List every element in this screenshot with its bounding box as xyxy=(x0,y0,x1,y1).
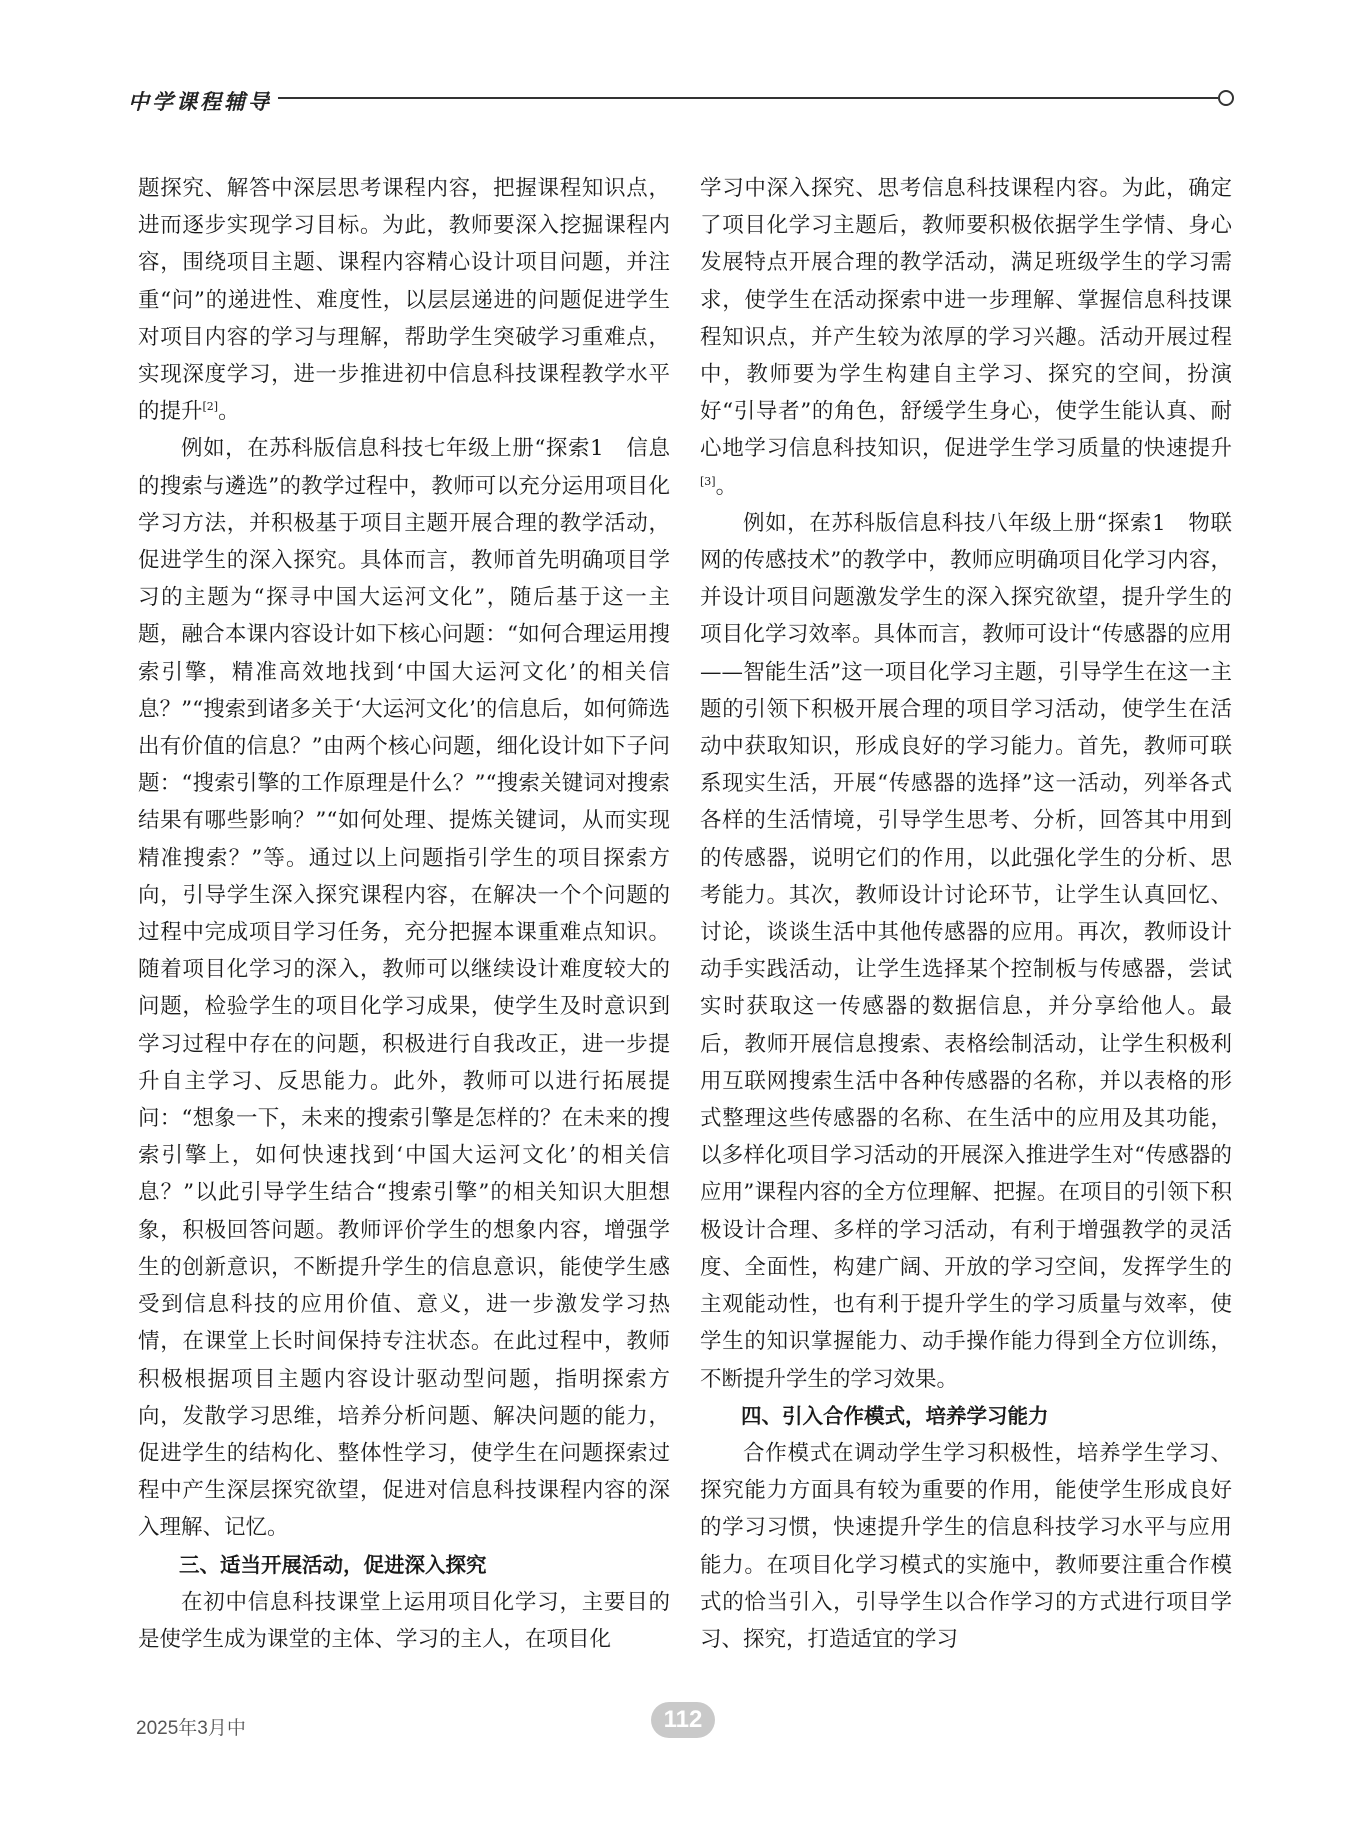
paragraph: 合作模式在调动学生学习积极性，培养学生学习、探究能力方面具有较为重要的作用，能使学生形成良好的学习习惯，快速提升学生的信息科技学习水平与应用能力。在项目化学习模式的实施中，教师要注重合作模式的恰当引入，引导学生以合作学习的方式进行项目学习、探究，打造适宜的学习 xyxy=(700,1440,1232,1652)
paragraph xyxy=(700,170,1232,505)
paragraph: 在初中信息科技课堂上运用项目化学习，主要目的是使学生成为课堂的主体、学习的主人，在项目化 xyxy=(138,1589,670,1652)
page-number: 112 xyxy=(651,1702,715,1738)
paragraph-text: 题探究、解答中深层思考课程内容，把握课程知识点，进而逐步实现学习目标。为此，教师要深入挖掘课程内容，围绕项目主题、课程内容精心设计项目问题，并注重“问”的递进性、难度性，以层层递进的问题促进学生对项目内容的学习与理解，帮助学生突破学习重难点，实现深度学习，进一步推进初中信息科技课程教学水平的提升 xyxy=(138,176,670,425)
section-heading: 四、引入合作模式，培养学习能力 xyxy=(741,1403,1049,1428)
left-column xyxy=(138,170,670,1658)
paragraph: 例如，在苏科版信息科技八年级上册“探索1 物联网的传感技术”的教学中，教师应明确项目化学习内容，并设计项目问题激发学生的深入探究欲望，提升学生的项目化学习效率。具体而言，教师可设计“传感器的应用——智能生活”这一项目化学习主题，引导学生在这一主题的引领下积极开展合理的项目学习活动，使学生在活动中获取知识，形成良好的学习能力。首先，教师可联系现实生活，开展“传感器的选择”这一活动，列举各式各样的生活情境，引导学生思考、分析，回答其中用到的传感器，说明它们的作用，以此强化学生的分析、思考能力。其次，教师设计讨论环节，让学生认真回忆、讨论，谈谈生活中其他传感器的应用。再次，教师设计动手实践活动，让学生选择某个控制板与传感器，尝试实时获取这一传感器的数据信息，并分享给他人。最后，教师开展信息搜索、表格绘制活动，让学生积极利用互联网搜索生活中各种传感器的名称，并以表格的形式整理这些传感器的名称、在生活中的应用及其功能，以多样化项目学习活动的开展深入推进学生对“传感器的应用”课程内容的全方位理解、把握。在项目的引领下积极设计合理、多样的学习活动，有利于增强教学的灵活度、全面性，构建广阔、开放的学习空间，发挥学生的主观能动性，也有利于提升学生的学习质量与效率，使学生的知识掌握能力、动手操作能力得到全方位训练，不断提升学生的学习效果。 xyxy=(700,510,1232,1392)
issue-date: 2025年3月中 xyxy=(136,1718,246,1739)
citation-ref: [2] xyxy=(202,400,219,414)
paragraph-text: 学习中深入探究、思考信息科技课程内容。为此，确定了项目化学习主题后，教师要积极依据学生学情、身心发展特点开展合理的教学活动，满足班级学生的学习需求，使学生在活动探索中进一步理解、掌握信息科技课程知识点，并产生较为浓厚的学习兴趣。活动开展过程中，教师要为学生构建自主学习、探究的空间，扮演好“引导者”的角色，舒缓学生身心，使学生能认真、耐心地学习信息科技知识，促进学生学习质量的快速提升 xyxy=(700,176,1232,462)
header-circle-ornament xyxy=(1218,90,1234,106)
paragraph-text: 。 xyxy=(218,399,240,425)
paragraph: 例如，在苏科版信息科技七年级上册“探索1 信息的搜索与遴选”的教学过程中，教师可以充分运用项目化学习方法，并积极基于项目主题开展合理的教学活动，促进学生的深入探究。具体而言，教师首先明确项目学习的主题为“探寻中国大运河文化”，随后基于这一主题，融合本课内容设计如下核心问题：“如何合理运用搜索引擎，精准高效地找到‘中国大运河文化’的相关信息？”“搜索到诸多关于‘大运河文化’的信息后，如何筛选出有价值的信息？”由两个核心问题，细化设计如下子问题：“搜索引擎的工作原理是什么？”“搜索关键词对搜索结果有哪些影响？”“如何处理、提炼关键词，从而实现精准搜索？”等。通过以上问题指引学生的项目探索方向，引导学生深入探究课程内容，在解决一个个问题的过程中完成项目学习任务，充分把握本课重难点知识。随着项目化学习的深入，教师可以继续设计难度较大的问题，检验学生的项目化学习成果，使学生及时意识到学习过程中存在的问题，积极进行自我改正，进一步提升自主学习、反思能力。此外，教师可以进行拓展提问：“想象一下，未来的搜索引擎是怎样的？在未来的搜索引擎上，如何快速找到‘中国大运河文化’的相关信息？”以此引导学生结合“搜索引擎”的相关知识大胆想象，积极回答问题。教师评价学生的想象内容，增强学生的创新意识，不断提升学生的信息意识，能使学生感受到信息科技的应用价值、意义，进一步激发学习热情，在课堂上长时间保持专注状态。在此过程中，教师积极根据项目主题内容设计驱动型问题，指明探索方向，发散学习思维，培养分析问题、解决问题的能力，促进学生的结构化、整体性学习，使学生在问题探索过程中产生深层探究欲望，促进对信息科技课程内容的深入理解、记忆。 xyxy=(138,436,670,1541)
header-rule xyxy=(278,97,1218,99)
section-heading: 三、适当开展活动，促进深入探究 xyxy=(179,1552,487,1577)
page-header xyxy=(128,86,1233,116)
paragraph xyxy=(138,170,670,430)
citation-ref: [3] xyxy=(700,474,716,488)
journal-title: 中学课程辅导 xyxy=(128,89,272,114)
paragraph-text: 。 xyxy=(715,473,738,499)
right-column xyxy=(700,170,1232,1658)
